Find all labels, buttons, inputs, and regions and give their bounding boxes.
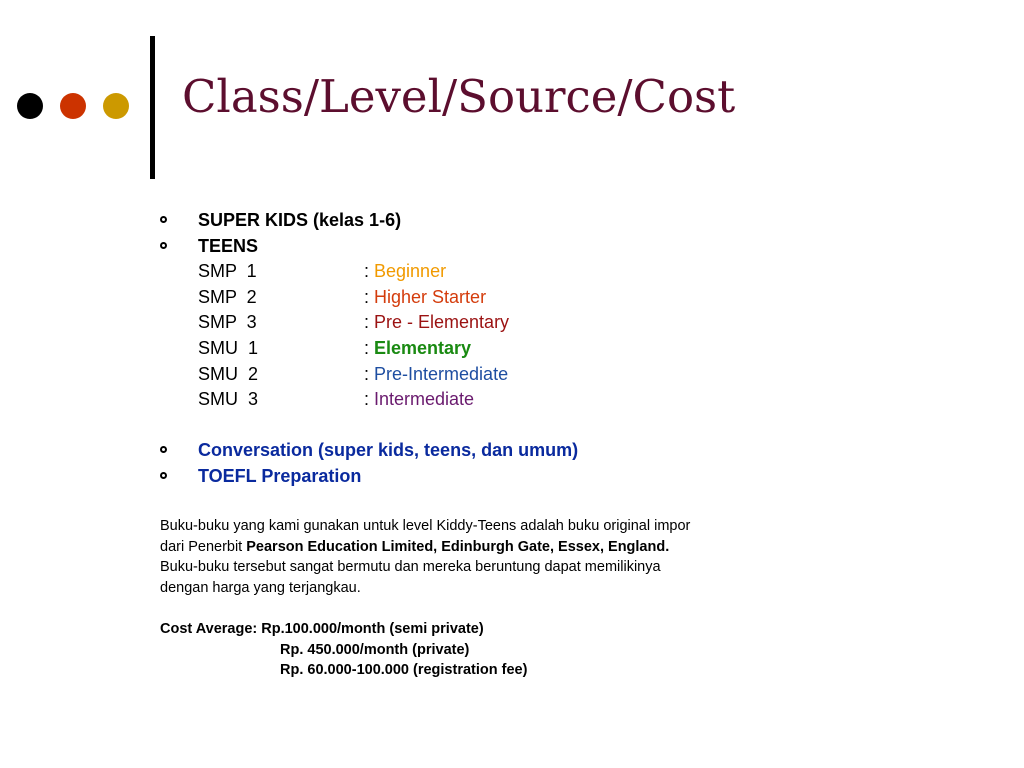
- list-item-text: SUPER KIDS (kelas 1-6): [198, 210, 402, 230]
- separator: :: [364, 389, 375, 410]
- paragraph-line: dengan harga yang terjangkau.: [160, 579, 361, 596]
- dot-red: [60, 93, 86, 119]
- level-name: Beginner: [374, 261, 447, 282]
- list-item-text: TOEFL Preparation: [198, 465, 362, 486]
- separator: :: [364, 286, 375, 307]
- bullet-icon: [160, 446, 167, 453]
- level-name: Intermediate: [374, 389, 475, 410]
- level-name: Elementary: [374, 337, 472, 358]
- slide-title: Class/Level/Source/Cost: [182, 70, 736, 123]
- cost-section: [160, 619, 527, 681]
- list-item-super-kids: [160, 208, 578, 234]
- grade-label: SMP 1: [198, 261, 257, 282]
- level-name: Pre-Intermediate: [374, 363, 509, 384]
- grade-label: SMP 2: [198, 286, 257, 307]
- level-row: [198, 310, 578, 336]
- books-paragraph: [160, 516, 690, 598]
- level-row: [198, 285, 578, 311]
- bullet-icon: [160, 242, 167, 249]
- grade-label: SMU 2: [198, 363, 259, 384]
- list-item-text: TEENS: [198, 235, 259, 256]
- list-item-conversation: [160, 438, 578, 464]
- level-name: Pre - Elementary: [374, 312, 510, 333]
- paragraph-text: dari Penerbit: [160, 538, 247, 555]
- cost-line: Rp. 60.000-100.000 (registration fee): [280, 662, 528, 679]
- title-divider-line: [150, 36, 155, 179]
- publisher-name: Pearson Education Limited, Edinburgh Gate, Essex, England.: [246, 538, 670, 555]
- dot-gold: [103, 93, 129, 119]
- grade-label: SMU 1: [198, 337, 259, 358]
- level-row: [198, 362, 578, 388]
- bullet-icon: [160, 216, 167, 223]
- level-name: Higher Starter: [374, 286, 487, 307]
- paragraph-line: Buku-buku yang kami gunakan untuk level Kiddy-Teens adalah buku original impor: [160, 518, 691, 534]
- level-row: [198, 259, 578, 285]
- paragraph-line: Buku-buku tersebut sangat bermutu dan mereka beruntung dapat memilikinya: [160, 559, 661, 576]
- teens-levels: [198, 259, 578, 413]
- separator: :: [364, 363, 375, 384]
- list-item-toefl: [160, 464, 578, 490]
- grade-label: SMU 3: [198, 389, 259, 410]
- cost-line: Rp. 450.000/month (private): [280, 641, 470, 658]
- dot-black: [17, 93, 43, 119]
- level-row: [198, 387, 578, 413]
- separator: :: [364, 261, 375, 282]
- paragraph-line: [160, 537, 690, 558]
- level-row: [198, 336, 578, 362]
- cost-line: Cost Average: Rp.100.000/month (semi private): [160, 621, 484, 637]
- decorative-dots: [17, 93, 129, 119]
- list-item-teens: [160, 234, 578, 439]
- grade-label: SMP 3: [198, 312, 257, 333]
- separator: :: [364, 312, 375, 333]
- class-list: [160, 208, 578, 490]
- spacer: [198, 413, 578, 439]
- bullet-icon: [160, 472, 167, 479]
- separator: :: [364, 337, 375, 358]
- list-item-text: Conversation (super kids, teens, dan umum): [198, 440, 579, 461]
